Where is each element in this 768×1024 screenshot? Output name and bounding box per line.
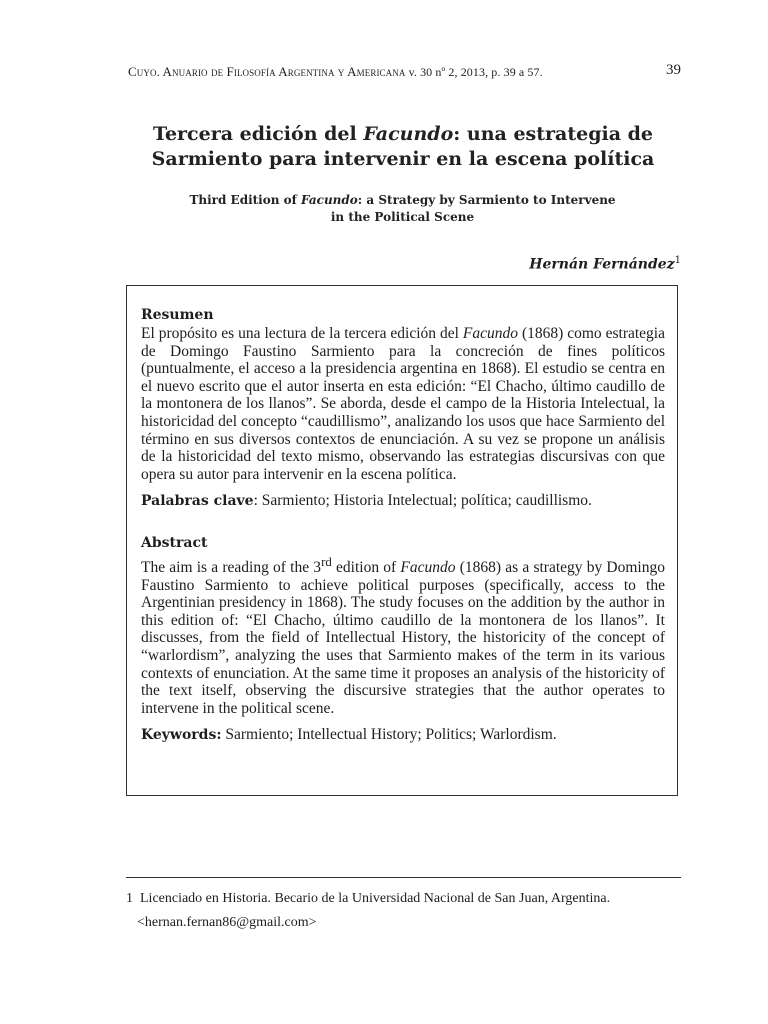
subtitle-text: : a Strategy by Sarmiento to Intervene	[357, 193, 616, 207]
author-email-link[interactable]: <hernan.fernan86@gmail.com>	[137, 915, 317, 930]
abstract-text: (1868) as a strategy by Domingo Faustino Sarmiento to achieve political purposes (specifically, access to the Argentinian presidency in 1868). The study focuses on the addition by the author in this edition of: “El Chacho, último caudillo de la montonera de los llanos”. It discusses, from the field of Intellectual History, the historicity of the concept of “warlordism”, analyzing the uses that Sarmiento makes of the term in its various contexts of enunciation. At the same time it proposes an analysis of the historicity of the text itself, observing the discursive strategies that the author operates to intervene in the political scene.	[141, 559, 665, 717]
title-text: : una estrategia de	[453, 123, 653, 145]
resumen-italic: Facundo	[462, 325, 518, 342]
title-italic-facundo: Facundo	[363, 123, 454, 145]
abstract-box	[126, 285, 678, 796]
abstract-box-content	[141, 306, 665, 745]
running-header	[128, 64, 681, 80]
abstract-heading: Abstract	[141, 534, 208, 551]
palabras-clave-text: : Sarmiento; Historia Intelectual; política; caudillismo.	[253, 492, 592, 510]
palabras-clave	[141, 492, 665, 511]
author-footnote-mark[interactable]: 1	[674, 255, 681, 266]
page-number: 39	[666, 62, 681, 78]
resumen-paragraph	[141, 325, 665, 483]
subtitle-italic-facundo: Facundo	[301, 193, 358, 207]
article-title	[100, 122, 706, 172]
subtitle-text: Third Edition of	[189, 193, 301, 207]
title-text: Tercera edición del	[153, 123, 364, 145]
journal-name: Cuyo. Anuario de Filosofía Argentina y Americana	[128, 64, 406, 79]
subtitle-line-2: in the Political Scene	[330, 210, 475, 224]
footnote-number: 1	[126, 891, 133, 906]
resumen-heading: Resumen	[141, 307, 214, 323]
abstract-ordinal-sup: rd	[321, 553, 332, 569]
palabras-clave-label: Palabras clave	[141, 493, 254, 510]
footnote-text: Licenciado en Historia. Becario de la Universidad Nacional de San Juan, Argentina.	[140, 891, 611, 906]
resumen-text: (1868) como estrategia de Domingo Faustino Sarmiento para la concreción de fines políticos (puntualmente, el acceso a la presidencia argentina en 1868). El estudio se centra en el nuevo escrito que el autor inserta en esta edición: “El Chacho, último caudillo de la montonera de los llanos”. Se aborda, desde el campo de la Historia Intelectual, la historicidad del concepto “caudillismo”, analizando los usos que hace Sarmiento del término en sus diversos contextos de enunciación. A su vez se propone un análisis de la historicidad del texto mismo, observando las estrategias discursivas con que opera su autor para intervenir en la escena política.	[141, 325, 665, 483]
abstract-text: The aim is a reading of the 3	[141, 559, 322, 577]
author-name	[529, 255, 681, 273]
keywords	[141, 726, 665, 745]
abstract-text: edition of	[331, 559, 401, 577]
section-gap	[141, 511, 665, 534]
english-title	[150, 192, 655, 226]
abstract-paragraph	[141, 553, 665, 718]
keywords-text: Sarmiento; Intellectual History; Politics; Warlordism.	[221, 726, 557, 744]
footnote-divider	[126, 877, 681, 878]
resumen-text: El propósito es una lectura de la tercera edición del	[141, 325, 463, 342]
journal-citation: v. 30 nº 2, 2013, p. 39 a 57.	[408, 65, 543, 79]
title-line-2: Sarmiento para intervenir en la escena política	[151, 148, 655, 170]
keywords-label: Keywords:	[141, 727, 222, 744]
footnote	[126, 887, 681, 935]
author-text: Hernán Fernández	[529, 256, 675, 273]
abstract-italic: Facundo	[400, 559, 456, 577]
